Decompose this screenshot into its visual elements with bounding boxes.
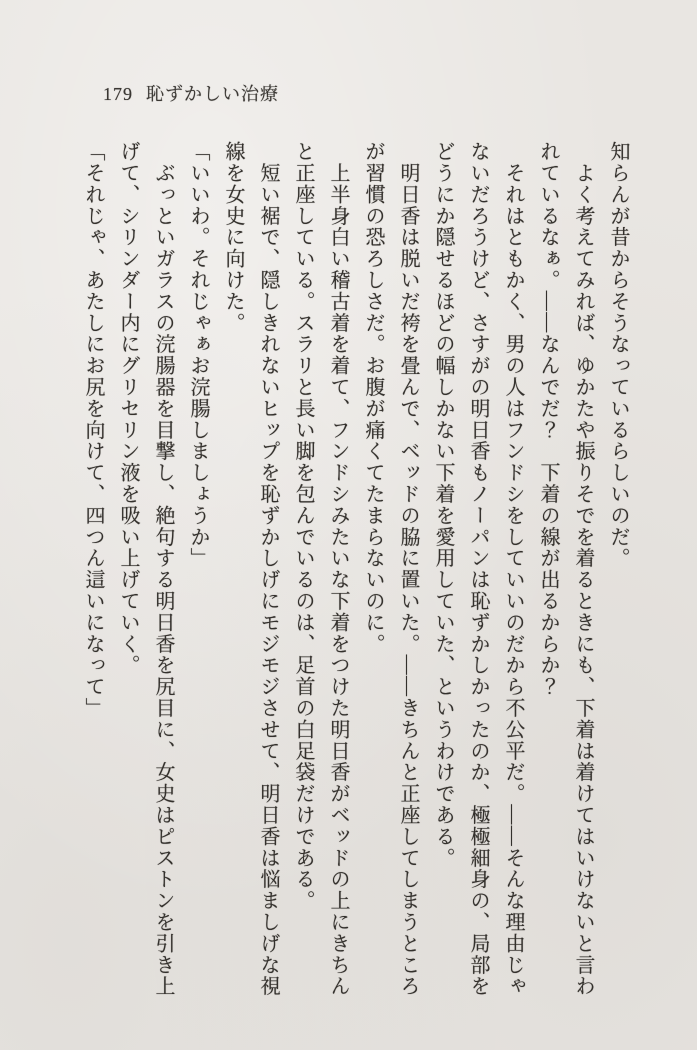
text-column: 短い裾で、隠しきれないヒップを恥ずかしげにモジモジさせて、明日香は悩ましげな視	[257, 141, 279, 997]
text-column: 明日香は脱いだ袴を畳んで、ベッドの脇に置いた。――きちんと正座してしまうところ	[397, 141, 419, 997]
page-header	[103, 80, 279, 106]
body-text	[75, 141, 635, 1013]
text-column: それはともかく、男の人はフンドシをしていいのだから不公平だ。――そんな理由じゃ	[502, 141, 524, 997]
text-column: 上半身白い稽古着を着て、フンドシみたいな下着をつけた明日香がベッドの上にきちん	[327, 141, 349, 997]
text-column: 知らんが昔からそうなっているらしいのだ。	[607, 141, 629, 569]
text-column: よく考えてみれば、ゆかたや振りそでを着るときにも、下着は着けてはいけないと言わ	[572, 141, 594, 997]
page-number: 179	[103, 84, 133, 104]
text-column: が習慣の恐ろしさだ。お腹が痛くてたまらないのに。	[362, 141, 384, 655]
text-column: 「いいわ。それじゃぁお浣腸しましょうか」	[187, 141, 209, 569]
text-column: れているなぁ。――なんでだ？ 下着の線が出るからか？	[537, 141, 559, 698]
text-column: 「それじゃ、あたしにお尻を向けて、四つん這いになって」	[82, 141, 104, 719]
text-column: ぶっといガラスの浣腸器を目撃し、絶句する明日香を尻目に、女史はピストンを引き上	[152, 141, 174, 997]
text-column: 線を女史に向けた。	[222, 141, 244, 334]
text-column: げて、シリンダー内にグリセリン液を吸い上げていく。	[117, 141, 139, 676]
chapter-title: 恥ずかしい治療	[146, 84, 279, 104]
text-column: ないだろうけど、さすがの明日香もノーパンは恥ずかしかったのか、極極細身の、局部を	[467, 141, 489, 997]
text-column: どうにか隠せるほどの幅しかない下着を愛用していた、というわけである。	[432, 141, 454, 869]
text-column: と正座している。スラリと長い脚を包んでいるのは、足首の白足袋だけである。	[292, 141, 314, 912]
